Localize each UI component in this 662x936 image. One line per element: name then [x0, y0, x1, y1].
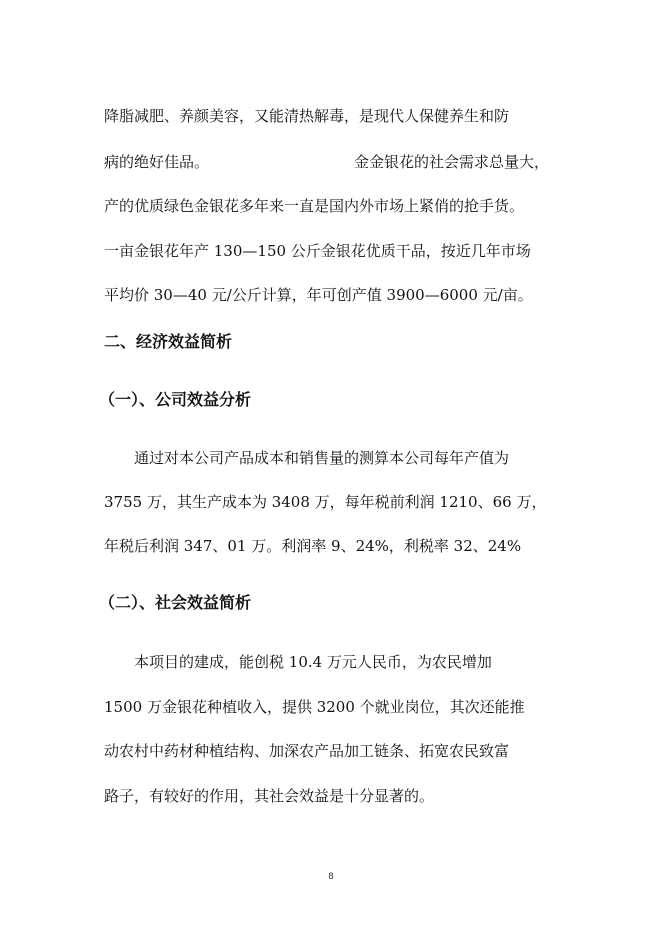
intro-line-3: 产的优质绿色金银花多年来一直是国内外市场上紧俏的抢手货。 — [104, 197, 525, 215]
intro-line-5: 平均价 30—40 元/公斤计算，年可创产值 3900—6000 元/亩。 — [104, 286, 533, 304]
intro-line-2a: 病的绝好佳品。 — [104, 153, 210, 171]
intro-line-1: 降脂减肥、养颜美容，又能清热解毒，是现代人保健养生和防 — [104, 107, 510, 125]
intro-line-4: 一亩金银花年产 130—150 公斤金银花优质干品，按近几年市场 — [104, 242, 531, 260]
subsection-heading-company-benefit: （一）、公司效益分析 — [99, 390, 252, 409]
subsection-heading-social-benefit: （二）、社会效益简析 — [99, 593, 252, 612]
section-heading-economic-benefit: 二、经济效益简析 — [104, 332, 233, 351]
page-number: 8 — [328, 872, 334, 882]
social-benefit-line-4: 路子，有较好的作用，其社会效益是十分显著的。 — [104, 787, 435, 805]
social-benefit-line-2: 1500 万金银花种植收入，提供 3200 个就业岗位，其次还能推 — [104, 698, 525, 716]
social-benefit-line-3: 动农村中药材种植结构、加深农产品加工链条、拓宽农民致富 — [104, 742, 510, 760]
social-benefit-line-1: 本项目的建成，能创税 10.4 万元人民币，为农民增加 — [134, 653, 492, 671]
company-benefit-line-3: 年税后利润 347、01 万。利润率 9、24%，利税率 32、24% — [104, 537, 522, 555]
intro-line-2b: 金金银花的社会需求总量大， — [354, 153, 550, 171]
company-benefit-line-2: 3755 万，其生产成本为 3408 万，每年税前利润 1210、66 万， — [104, 493, 547, 511]
company-benefit-line-1: 通过对本公司产品成本和销售量的测算本公司每年产值为 — [134, 449, 510, 467]
